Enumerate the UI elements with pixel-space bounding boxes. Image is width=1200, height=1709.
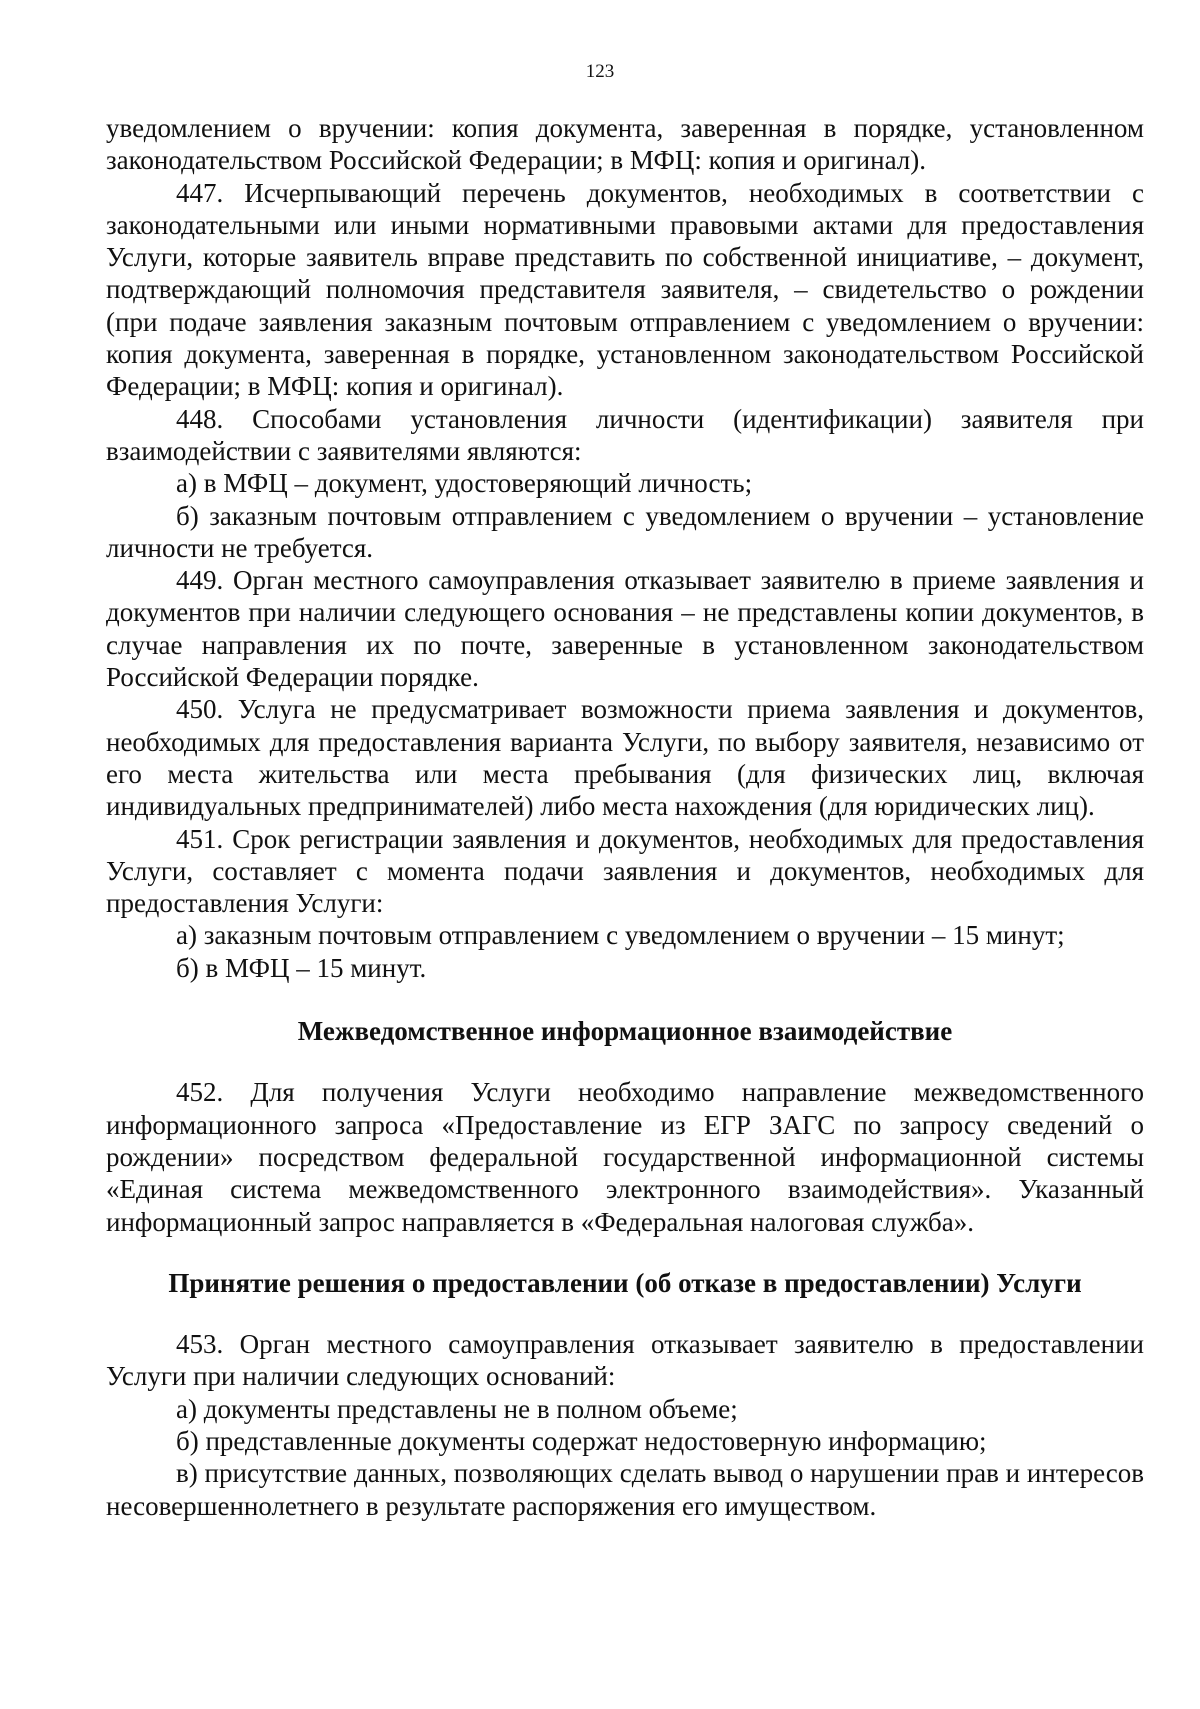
section-spacer — [106, 1238, 1144, 1267]
paragraph-continuation: уведомлением о вручении: копия документа, заверенная в порядке, установленном законодательством Российской Федерации; в МФЦ: копия и оригинал). — [106, 113, 1144, 176]
paragraph-453-item-b: б) представленные документы содержат недостоверную информацию; — [176, 1425, 987, 1456]
paragraph-453-item-c: в) присутствие данных, позволяющих сделать вывод о нарушении прав и интересов несовершеннолетнего в результате распоряжения его имуществом. — [106, 1458, 1144, 1521]
section-spacer — [106, 984, 1144, 1015]
paragraph-448-item-b: б) заказным почтовым отправлением с уведомлением о вручении – установление личности не требуется. — [106, 500, 1144, 563]
section-spacer — [106, 1047, 1144, 1076]
paragraph-451: 451. Срок регистрации заявления и документов, необходимых для предоставления Услуги, составляет с момента подачи заявления и документов, необходимых для предоставления Услуги: — [106, 823, 1144, 919]
paragraph-451-item-a: а) заказным почтовым отправлением с уведомлением о вручении – 15 минут; — [176, 920, 1065, 951]
paragraph-448: 448. Способами установления личности (идентификации) заявителя при взаимодействии с заявителями являются: — [106, 403, 1144, 466]
section-heading-interagency: Межведомственное информационное взаимодействие — [297, 1016, 953, 1047]
paragraph-453-item-a: а) документы представлены не в полном объеме; — [176, 1393, 738, 1424]
paragraph-453: 453. Орган местного самоуправления отказывает заявителю в предоставлении Услуги при наличии следующих оснований: — [106, 1329, 1144, 1392]
paragraph-451-item-b: б) в МФЦ – 15 минут. — [176, 952, 427, 983]
document-body — [106, 112, 1144, 1522]
paragraph-448-item-a: а) в МФЦ – документ, удостоверяющий личность; — [176, 468, 753, 499]
page-number: 123 — [585, 61, 615, 82]
section-heading-decision: Принятие решения о предоставлении (об отказе в предоставлении) Услуги — [168, 1267, 1082, 1298]
paragraph-452: 452. Для получения Услуги необходимо направление межведомственного информационного запроса «Предоставление из ЕГР ЗАГС по запросу сведений о рождении» посредством федеральной государственной информационной системы «Единая система межведомственного электронного взаимодействия». Указанный информационный запрос направляется в «Федеральная налоговая служба». — [106, 1077, 1144, 1237]
paragraph-447: 447. Исчерпывающий перечень документов, необходимых в соответствии с законодательными или иными нормативными правовыми актами для предоставления Услуги, которые заявитель вправе представить по собственной инициативе, – документ, подтверждающий полномочия представителя заявителя, – свидетельство о рождении (при подаче заявления заказным почтовым отправлением с уведомлением о вручении: копия документа, заверенная в порядке, установленном законодательством Российской Федерации; в МФЦ: копия и оригинал). — [106, 177, 1144, 402]
paragraph-450: 450. Услуга не предусматривает возможности приема заявления и документов, необходимых для предоставления варианта Услуги, по выбору заявителя, независимо от его места жительства или места пребывания (для физических лиц, включая индивидуальных предпринимателей) либо места нахождения (для юридических лиц). — [106, 694, 1144, 822]
paragraph-449: 449. Орган местного самоуправления отказывает заявителю в приеме заявления и документов при наличии следующего основания – не представлены копии документов, в случае направления их по почте, заверенные в установленном законодательством Российской Федерации порядке. — [106, 565, 1144, 693]
section-spacer — [106, 1299, 1144, 1328]
